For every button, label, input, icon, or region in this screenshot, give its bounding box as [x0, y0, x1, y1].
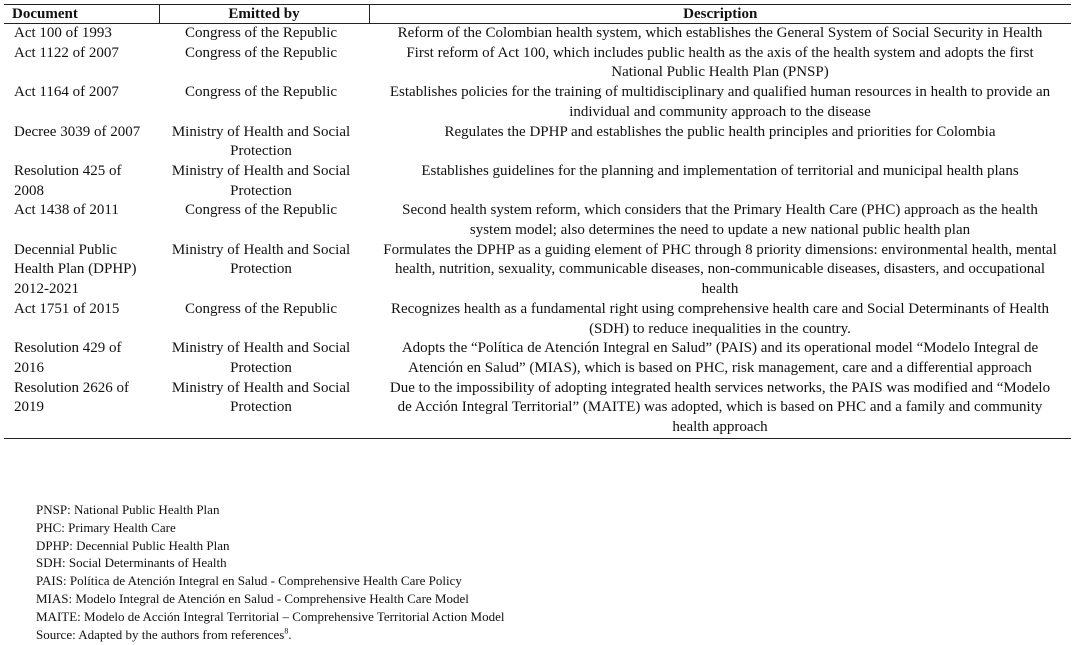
table-row: [4, 162, 1071, 201]
table-row: [4, 300, 1071, 339]
cell-document: Decree 3039 of 2007: [14, 123, 141, 140]
header-emitted-by: Emitted by: [159, 5, 369, 24]
cell-document: Act 1122 of 2007: [14, 44, 119, 61]
cell-document: Act 1164 of 2007: [14, 84, 119, 101]
cell-document: Resolution 425 of 2008: [14, 162, 122, 199]
cell-description: First reform of Act 100, which includes public health as the axis of the health system and adopts the first National Public Health Plan (PNSP): [406, 44, 1034, 81]
table-row: [4, 24, 1071, 44]
cell-emitted-by: Ministry of Health and Social Protection: [171, 241, 351, 278]
cell-description: Reform of the Colombian health system, which establishes the General System of Social Security in Health: [397, 25, 1043, 41]
abbreviation-note: PNSP: National Public Health Plan: [36, 502, 220, 517]
cell-document: Resolution 429 of 2016: [14, 340, 122, 376]
table-row: [4, 44, 1071, 83]
cell-description: Adopts the “Política de Atención Integral en Salud” (PAIS) and its operational model “Modelo Integral de Atención en Salud” (MIAS), which is based on PHC, risk management, care and a differential approach: [401, 340, 1039, 376]
abbreviation-note: MIAS: Modelo Integral de Atención en Salud - Comprehensive Health Care Model: [36, 590, 469, 606]
table-notes: [36, 501, 504, 643]
cell-emitted-by: Ministry of Health and Social Protection: [171, 123, 351, 160]
cell-emitted-by: Congress of the Republic: [184, 300, 338, 317]
abbreviation-note: PAIS: Política de Atención Integral en Salud - Comprehensive Health Care Policy: [36, 573, 462, 589]
abbreviation-note: MAITE: Modelo de Acción Integral Territorial – Comprehensive Territorial Action Model: [36, 608, 505, 624]
header-row: [4, 5, 1071, 24]
cell-emitted-by: Ministry of Health and Social Protection: [171, 162, 351, 199]
source-reference: 8: [284, 626, 289, 636]
cell-description: Recognizes health as a fundamental right using comprehensive health care and Social Determinants of Health (SDH) to reduce inequalities in the country.: [390, 300, 1050, 337]
cell-document: Act 1438 of 2011: [14, 202, 119, 219]
table-row: [4, 201, 1071, 240]
table-row: [4, 339, 1071, 378]
cell-document: Act 100 of 1993: [14, 25, 112, 41]
source-note: [36, 626, 504, 644]
cell-emitted-by: Ministry of Health and Social Protection: [159, 379, 369, 439]
table-row: [4, 241, 1071, 300]
cell-emitted-by: Congress of the Republic: [184, 44, 338, 61]
cell-emitted-by: Congress of the Republic: [184, 84, 338, 101]
cell-description: Regulates the DPHP and establishes the public health principles and priorities for Colombia: [444, 123, 996, 140]
cell-description: Establishes guidelines for the planning and implementation of territorial and municipal health plans: [421, 162, 1019, 179]
cell-description: Due to the impossibility of adopting integrated health services networks, the PAIS was modified and “Modelo de Acción Integral Territorial” (MAITE) was adopted, which is based on PHC and a family and community health approach: [369, 379, 1071, 439]
source-text: Source: Adapted by the authors from references: [36, 626, 285, 642]
cell-emitted-by: Congress of the Republic: [184, 25, 338, 41]
cell-description: Formulates the DPHP as a guiding element of PHC through 8 priority dimensions: environmental health, mental health, nutrition, sexuality, communicable diseases, non-communicable diseases, disasters, and occupational health: [383, 241, 1057, 298]
source-end: .: [288, 626, 292, 642]
cell-document: Act 1751 of 2015: [14, 300, 120, 317]
legislation-table: [4, 4, 1071, 439]
cell-description: Establishes policies for the training of multidisciplinary and qualified human resources in health to provide an individual and community approach to the disease: [389, 84, 1051, 120]
header-description: Description: [369, 5, 1071, 24]
table-row: [4, 83, 1071, 122]
cell-emitted-by: Congress of the Republic: [184, 202, 338, 219]
cell-emitted-by: Ministry of Health and Social Protection: [171, 340, 351, 376]
abbreviation-note: DPHP: Decennial Public Health Plan: [36, 537, 230, 553]
table-row: [4, 379, 1071, 439]
abbreviation-note: PHC: Primary Health Care: [36, 519, 176, 535]
abbreviation-note: SDH: Social Determinants of Health: [36, 555, 227, 571]
cell-document: Resolution 2626 of 2019: [4, 379, 159, 439]
cell-document: Decennial Public Health Plan (DPHP) 2012-2021: [14, 241, 137, 298]
table-row: [4, 123, 1071, 162]
table-header: [4, 5, 1071, 24]
table-body: [4, 24, 1071, 439]
cell-description: Second health system reform, which considers that the Primary Health Care (PHC) approach as the health system model; also determines the need to update a new national public health plan: [402, 202, 1038, 239]
header-document: Document: [4, 5, 159, 24]
